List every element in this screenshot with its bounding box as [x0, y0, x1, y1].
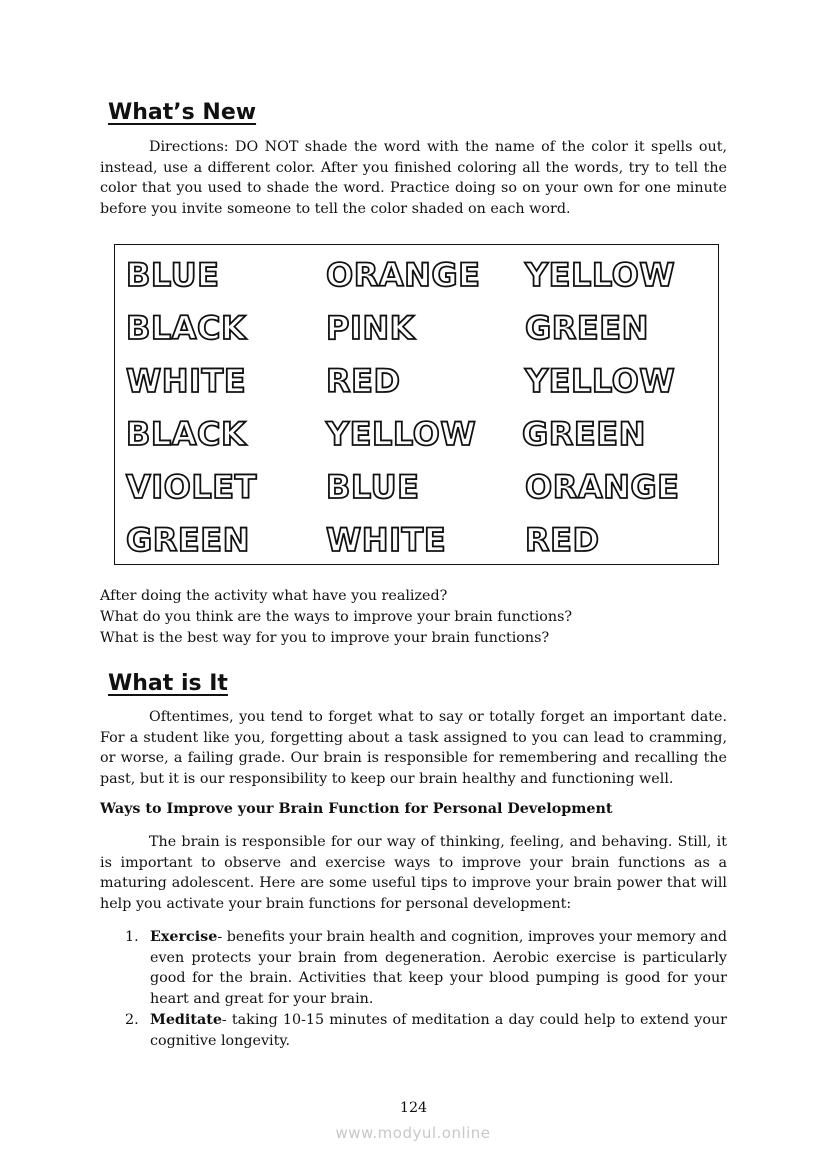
color-word: YELLOW	[326, 415, 477, 453]
tip-title: Exercise	[150, 929, 218, 945]
intro-paragraph: Oftentimes, you tend to forget what to say or totally forget an important date. For a student like you, forgetting about a task assigned to you can lead to cramming, or worse, a failing grade. Our brain is responsible for remembering and recalling the past, but it is our responsibility to keep our brain healthy and functioning well.	[100, 709, 727, 788]
color-word: ORANGE	[525, 468, 680, 506]
tip-title: Meditate	[150, 1011, 222, 1028]
color-word: BLACK	[126, 415, 247, 453]
color-word: GREEN	[126, 521, 250, 559]
reflection-question: After doing the activity what have you realized?	[100, 588, 448, 604]
color-word: GREEN	[522, 415, 646, 453]
color-word: RED	[525, 521, 600, 559]
reflection-question: What is the best way for you to improve your brain functions?	[100, 630, 550, 646]
color-word: VIOLET	[126, 468, 257, 506]
brain-paragraph: The brain is responsible for our way of thinking, feeling, and behaving. Still, it is important to observe and exercise ways to improve your brain functions as a maturing adolescent. Here are some useful tips to improve your brain power that will help you activate your brain functions for personal development:	[100, 834, 727, 913]
color-word: ORANGE	[326, 256, 481, 294]
section-subheading: Ways to Improve your Brain Function for Personal Development	[100, 801, 613, 817]
color-word: WHITE	[326, 521, 447, 559]
list-number: 2.	[125, 1011, 139, 1028]
color-word: RED	[326, 362, 401, 400]
color-word: BLUE	[126, 256, 220, 294]
color-word: PINK	[326, 309, 415, 347]
list-item	[125, 927, 727, 1010]
watermark: www.modyul.online	[335, 1124, 491, 1142]
color-word: YELLOW	[525, 256, 676, 294]
color-word: YELLOW	[525, 362, 676, 400]
tip-text: - benefits your brain health and cognition, improves your memory and even protects your brain from degeneration. Aerobic exercise is particularly good for the brain. Activities that keep your blood pumping is good for your heart and great for your brain.	[150, 929, 727, 1008]
page-number: 124	[399, 1100, 428, 1116]
color-word-box	[114, 244, 719, 565]
reflection-question: What do you think are the ways to improve your brain functions?	[100, 609, 573, 625]
list-number: 1.	[125, 929, 139, 945]
color-word: BLACK	[126, 309, 247, 347]
tips-list	[125, 927, 727, 1051]
whats-new-heading: What’s New	[108, 100, 257, 125]
directions-paragraph: Directions: DO NOT shade the word with the name of the color it spells out, instead, use a different color. After you finished coloring all the words, try to tell the color that you used to shade the word. Practice doing so on your own for one minute before you invite someone to tell the color shaded on each word.	[100, 139, 727, 218]
list-item	[125, 1010, 727, 1051]
color-word: BLUE	[326, 468, 420, 506]
what-is-it-heading: What is It	[108, 671, 228, 696]
color-word: WHITE	[126, 362, 247, 400]
color-word: GREEN	[525, 309, 649, 347]
tip-text: - taking 10-15 minutes of meditation a day could help to extend your cognitive longevity.	[150, 1011, 727, 1049]
